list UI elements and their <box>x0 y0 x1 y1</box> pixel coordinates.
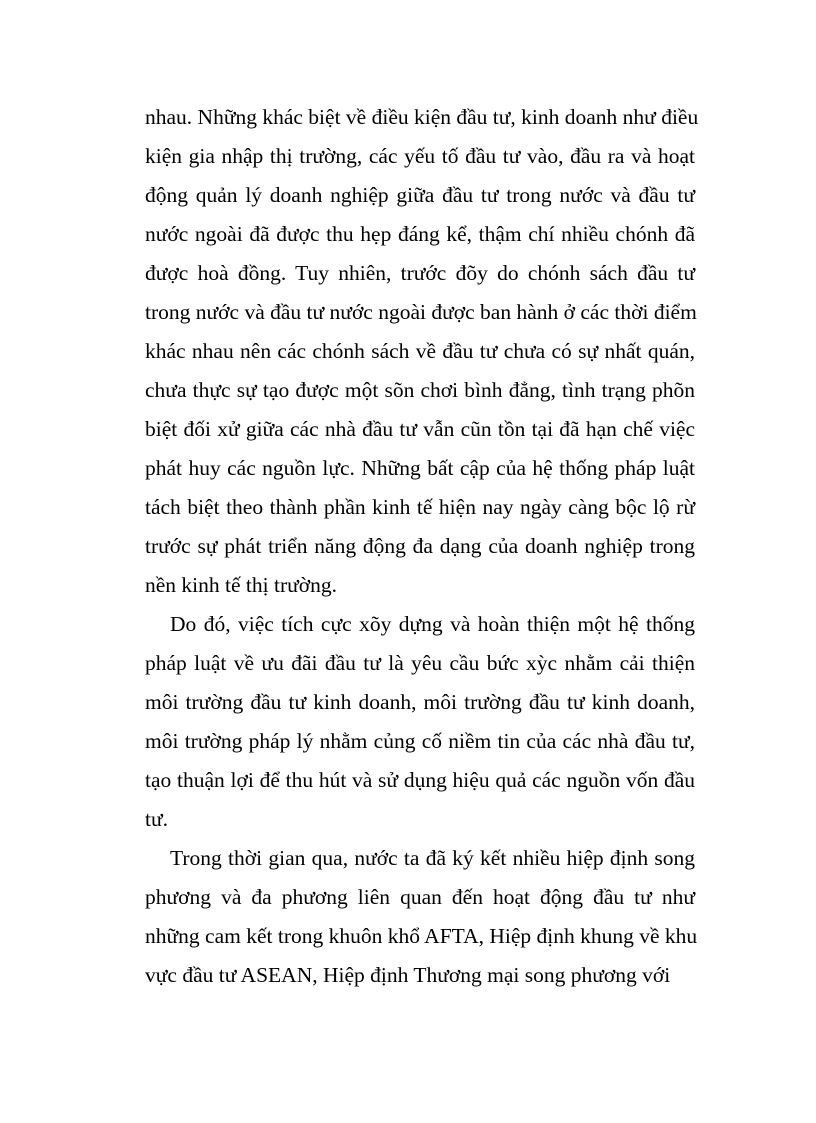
text-line: Do đó, việc tích cực xõy dựng và hoàn thiện một hệ thống <box>170 612 695 636</box>
text-line: trước sự phát triển năng động đa dạng của doanh nghiệp trong <box>145 534 695 558</box>
text-line: kiện gia nhập thị trường, các yếu tố đầu tư vào, đầu ra và hoạt <box>145 144 695 168</box>
text-line: nền kinh tế thị trường. <box>145 573 338 597</box>
text-line: tạo thuận lợi để thu hút và sử dụng hiệu quả các nguồn vốn đầu <box>145 768 695 792</box>
text-line: những cam kết trong khuôn khổ AFTA, Hiệp định khung về khu <box>145 924 698 948</box>
text-line: trong nước và đầu tư nước ngoài được ban hành ở các thời điểm <box>145 300 697 324</box>
text-line: tách biệt theo thành phần kinh tế hiện nay ngày càng bộc lộ rừ <box>145 495 695 519</box>
text-line: biệt đối xử giữa các nhà đầu tư vẫn cũn tồn tại đã hạn chế việc <box>145 417 695 441</box>
paragraph-3 <box>145 839 698 995</box>
text-line: môi trường pháp lý nhằm củng cố niềm tin của các nhà đầu tư, <box>145 729 695 753</box>
text-line: khác nhau nên các chónh sách về đầu tư chưa có sự nhất quán, <box>145 339 695 363</box>
text-line: vực đầu tư ASEAN, Hiệp định Thương mại song phương với <box>145 963 671 987</box>
text-line: pháp luật về ưu đãi đầu tư là yêu cầu bức xỳc nhằm cải thiện <box>145 651 695 675</box>
text-line: động quản lý doanh nghiệp giữa đầu tư trong nước và đầu tư <box>145 183 695 207</box>
text-line: Trong thời gian qua, nước ta đã ký kết nhiều hiệp định song <box>170 846 695 870</box>
text-line: môi trường đầu tư kinh doanh, môi trường đầu tư kinh doanh, <box>145 690 695 714</box>
paragraph-2 <box>145 605 695 839</box>
text-line: phát huy các nguồn lực. Những bất cập của hệ thống pháp luật <box>145 456 695 480</box>
document-body <box>145 98 699 995</box>
text-line: được hoà đồng. Tuy nhiên, trước đõy do chónh sách đầu tư <box>145 261 695 285</box>
text-line: nước ngoài đã được thu hẹp đáng kể, thậm chí nhiều chónh đã <box>145 222 695 246</box>
text-line: tư. <box>145 807 169 831</box>
text-line: nhau. Những khác biệt về điều kiện đầu tư, kinh doanh như điều <box>145 105 699 129</box>
paragraph-1 <box>145 98 699 605</box>
text-line: phương và đa phương liên quan đến hoạt động đầu tư như <box>145 885 695 909</box>
text-line: chưa thực sự tạo được một sõn chơi bình đẳng, tình trạng phõn <box>145 378 695 402</box>
